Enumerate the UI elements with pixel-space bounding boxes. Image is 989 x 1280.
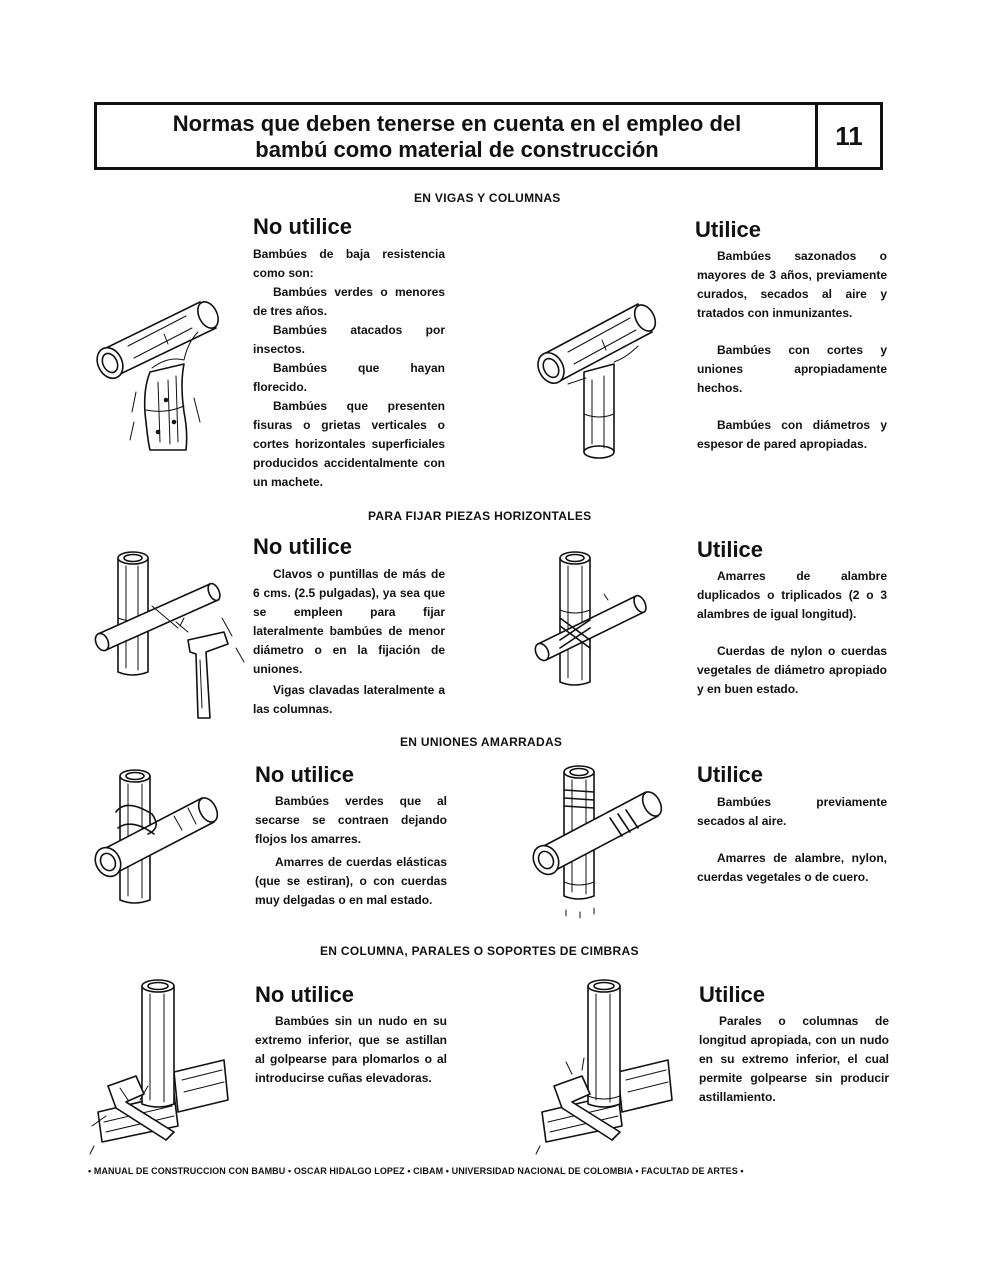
page-title-line-1: Normas que deben tenerse en cuenta en el empleo del	[172, 111, 742, 136]
illustration-correct-bamboo-joint	[528, 284, 668, 464]
para-yes-1-2: Bambúes con cortes y uniones apropiadamente hechos.	[697, 343, 887, 395]
heading-no-utilice-1: No utilice	[253, 214, 353, 239]
para-yes-1-1: Bambúes sazonados o mayores de 3 años, previamente curados, secados al aire y tratados con inmunizantes.	[697, 249, 887, 320]
para-no-4-1: Bambúes sin un nudo en su extremo inferior, que se astillan al golpearse para plomarlos o al introducirse cuñas elevadoras.	[255, 1014, 447, 1085]
heading-utilice-3: Utilice	[697, 762, 764, 787]
heading-no-utilice-3: No utilice	[255, 762, 355, 787]
para-no-1-4: Bambúes que hayan florecido.	[253, 361, 445, 394]
text-no-utilice-3	[255, 792, 447, 910]
page-title-line-2: bambú como material de construcción	[255, 137, 659, 162]
section-title-columna: EN COLUMNA, PARALES O SOPORTES DE CIMBRAS	[320, 944, 639, 958]
heading-utilice-4: Utilice	[699, 982, 766, 1007]
heading-no-utilice-4: No utilice	[255, 982, 355, 1007]
para-no-3-1: Bambúes verdes que al secarse se contraen dejando flojos los amarres.	[255, 794, 447, 846]
illustration-wired-bamboo	[530, 548, 670, 693]
text-utilice-2	[697, 567, 887, 699]
illustration-nailed-bamboo	[92, 548, 252, 723]
page-header	[94, 102, 883, 170]
para-no-1-1: Bambúes de baja resistencia como son:	[253, 247, 445, 280]
para-no-1-3: Bambúes atacados por insectos.	[253, 323, 445, 356]
heading-utilice-2: Utilice	[697, 537, 764, 562]
illustration-loose-tied-bamboo	[92, 768, 232, 913]
text-utilice-4	[699, 1012, 889, 1107]
illustration-tight-tied-bamboo	[530, 762, 670, 922]
heading-no-utilice-2: No utilice	[253, 534, 353, 559]
para-no-2-1: Clavos o puntillas de más de 6 cms. (2.5 pulgadas), ya sea que se empleen para fijar lateralmente bambúes de menor diámetro o en la fijación de uniones.	[253, 567, 445, 676]
text-no-utilice-1	[253, 245, 445, 492]
para-yes-3-2: Amarres de alambre, nylon, cuerdas vegetales o de cuero.	[697, 851, 887, 884]
illustration-damaged-bamboo-joint	[88, 272, 228, 462]
text-no-utilice-4	[255, 1012, 447, 1088]
para-no-3-2: Amarres de cuerdas elásticas (que se estiran), o con cuerdas muy delgadas o en mal estado.	[255, 855, 447, 907]
text-no-utilice-2	[253, 565, 445, 719]
section-title-piezas: PARA FIJAR PIEZAS HORIZONTALES	[368, 509, 592, 523]
section-title-uniones: EN UNIONES AMARRADAS	[400, 735, 563, 749]
illustration-splintering-column	[88, 976, 238, 1156]
page-number: 11	[835, 121, 863, 151]
text-utilice-1	[697, 247, 887, 454]
section-title-vigas: EN VIGAS Y COLUMNAS	[414, 191, 561, 205]
para-yes-4-1: Parales o columnas de longitud apropiada, con un nudo en su extremo inferior, el cual permite golpearse sin producir astillamiento.	[699, 1014, 889, 1104]
para-yes-1-3: Bambúes con diámetros y espesor de pared apropiadas.	[697, 418, 887, 451]
para-no-1-2: Bambúes verdes o menores de tres años.	[253, 285, 445, 318]
para-yes-2-1: Amarres de alambre duplicados o triplicados (2 o 3 alambres de igual longitud).	[697, 569, 887, 621]
illustration-column-with-node	[532, 976, 682, 1156]
page-footer: • MANUAL DE CONSTRUCCION CON BAMBU • OSCAR HIDALGO LOPEZ • CIBAM • UNIVERSIDAD NACIONAL DE COLOMBIA • FACULTAD DE ARTES •	[88, 1166, 744, 1176]
para-yes-2-2: Cuerdas de nylon o cuerdas vegetales de diámetro apropiado y en buen estado.	[697, 644, 887, 696]
heading-utilice-1: Utilice	[695, 217, 762, 242]
para-no-1-5: Bambúes que presenten fisuras o grietas verticales o cortes horizontales superficiales producidos accidentalmente con un machete.	[253, 399, 445, 489]
page-title	[97, 111, 817, 163]
text-utilice-3	[697, 793, 887, 887]
para-yes-3-1: Bambúes previamente secados al aire.	[697, 795, 887, 828]
para-no-2-2: Vigas clavadas lateralmente a las columnas.	[253, 683, 445, 716]
